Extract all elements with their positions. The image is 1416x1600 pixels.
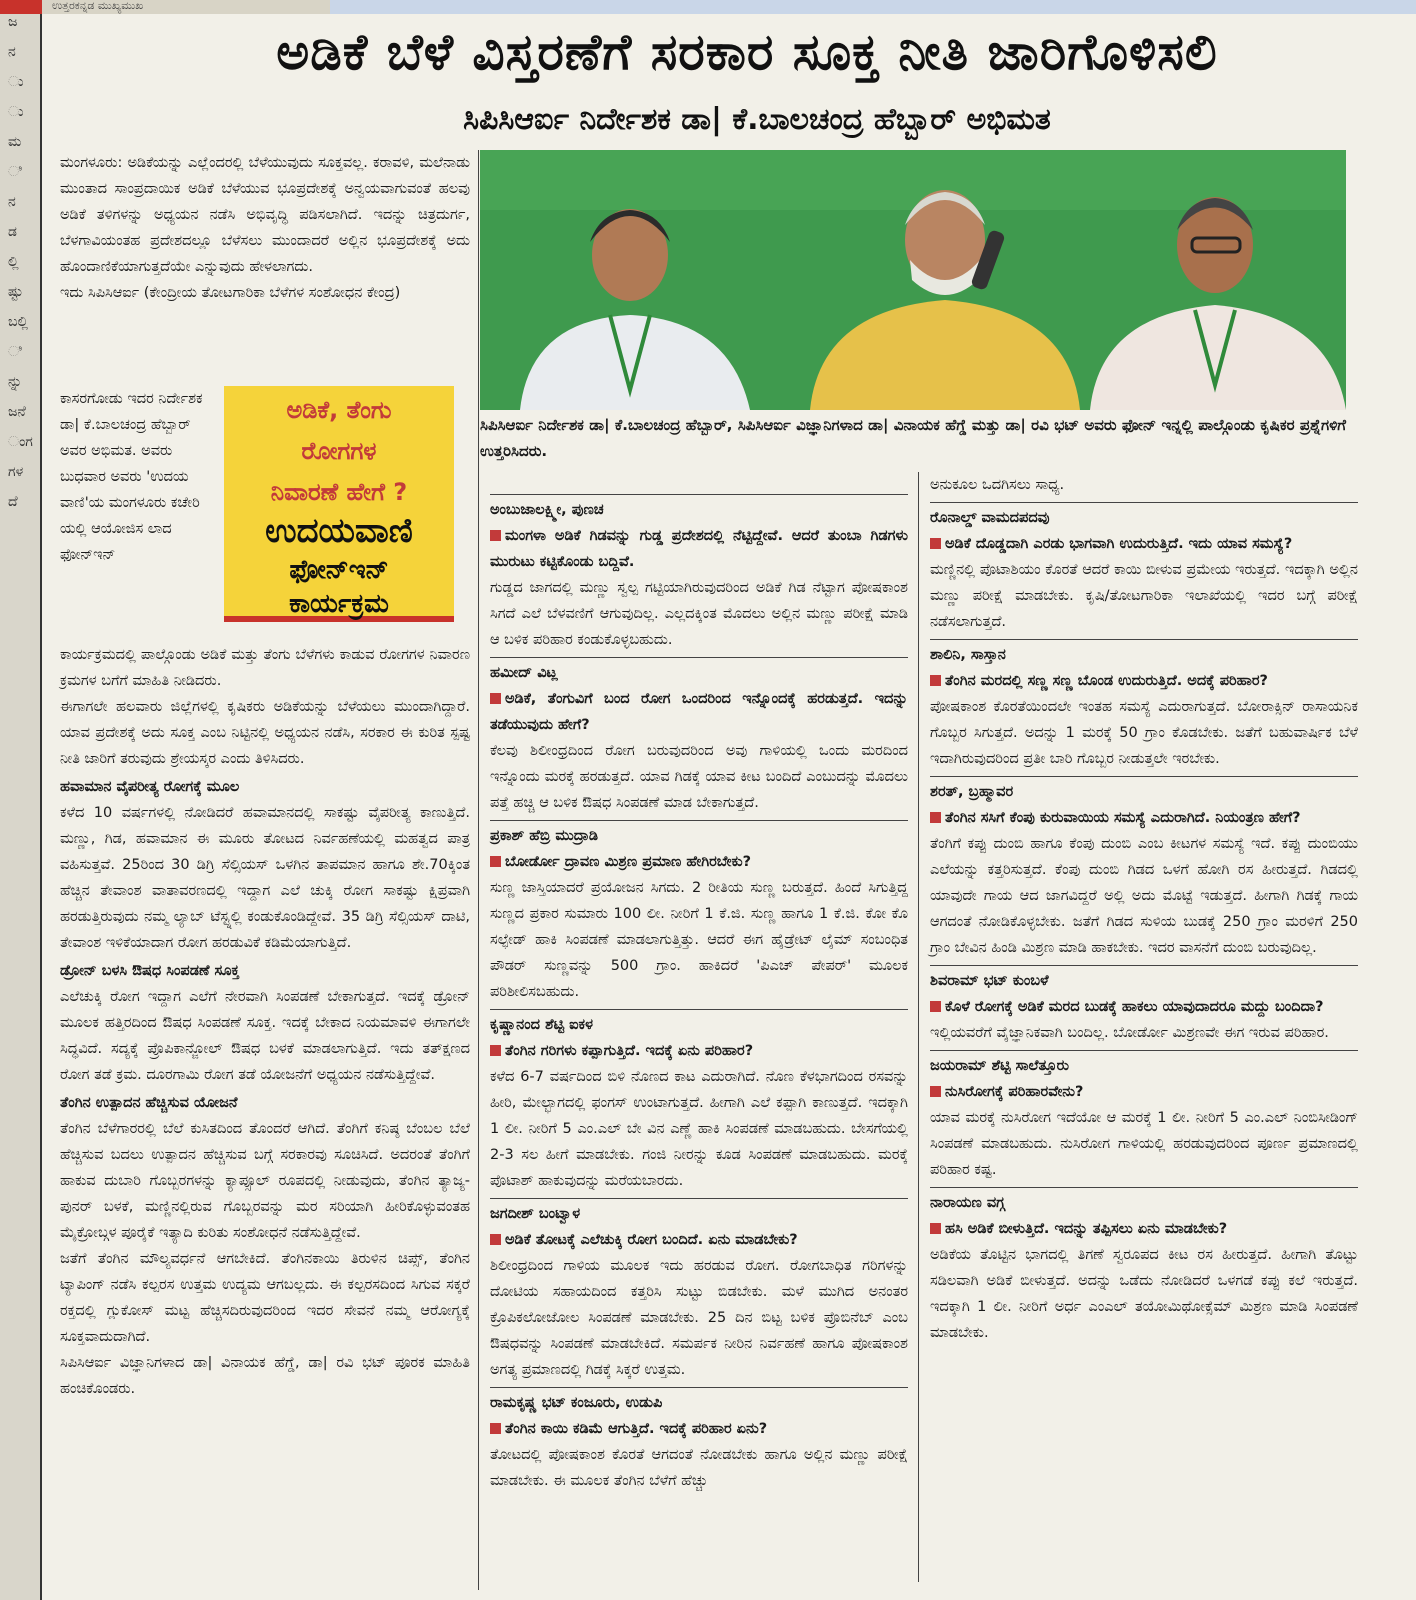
caller-question: ಬೋರ್ಡೋ ದ್ರಾವಣ ಮಿಶ್ರಣ ಪ್ರಮಾಣ ಹೇಗಿರಬೇಕು? [490, 849, 908, 875]
adjacent-column-fragment: ನ್ನು [8, 374, 23, 390]
caller-name: ಜಯರಾಮ್ ಶೆಟ್ಟಿ ಸಾಲೆತ್ತೂರು [930, 1050, 1358, 1079]
intro-paragraph-2: ಇದು ಸಿಪಿಸಿಆರ್ಐ (ಕೇಂದ್ರೀಯ ತೋಟಗಾರಿಕಾ ಬೆಳೆಗಳ ಸಂಶೋಧನ ಕೇಂದ್ರ) [60, 285, 401, 301]
adjacent-column-fragment: ನ [8, 194, 16, 210]
phone-in-promo-box [224, 386, 454, 622]
continuation-text: ಅನುಕೂಲ ಒದಗಿಸಲು ಸಾಧ್ಯ. [930, 477, 1065, 493]
section-heading: ತೆಂಗಿನ ಉತ್ಪಾದನ ಹೆಚ್ಚಿಸುವ ಯೋಜನೆ [60, 1095, 238, 1111]
body-paragraph: ಈಗಾಗಲೇ ಹಲವಾರು ಜಿಲ್ಲೆಗಳಲ್ಲಿ ಕೃಷಿಕರು ಅಡಿಕೆಯನ್ನು ಬೆಳೆಯಲು ಮುಂದಾಗಿದ್ದಾರೆ. ಯಾವ ಪ್ರದೇಶಕ್ಕೆ ಅದು ಸೂಕ್ತ ಎಂಬ ನಿಟ್ಟಿನಲ್ಲಿ ಅಧ್ಯಯನ ನಡೆಸಿ, ಸರಕಾರ ಈ ಕುರಿತ ಸ್ಪಷ್ಟ ನೀತಿ ಜಾರಿಗೆ ತರುವುದು ಶ್ರೇಯಸ್ಕರ ಎಂದು ತಿಳಿಸಿದರು. [60, 699, 470, 767]
promo-phone-in: ಫೋನ್ಇನ್ [289, 555, 389, 585]
body-paragraph: ಎಲೆಚುಕ್ಕಿ ರೋಗ ಇದ್ದಾಗ ಎಲೆಗೆ ನೇರವಾಗಿ ಸಿಂಪಡಣೆ ಬೇಕಾಗುತ್ತದೆ. ಇದಕ್ಕೆ ಡ್ರೋನ್ ಮೂಲಕ ಹತ್ತಿರದಿಂದ ಔಷಧ ಸಿಂಪಡಣೆ ಸೂಕ್ತ. ಇದಕ್ಕೆ ಬೇಕಾದ ನಿಯಮಾವಳಿ ಈಗಾಗಲೇ ಸಿದ್ಧವಿದೆ. ಸದ್ಯಕ್ಕೆ ಪ್ರೊಪಿಕಾನ್ಜೋಲ್ ಔಷಧ ಬಳಕೆ ಮಾಡಲಾಗುತ್ತಿದೆ. ಇದು ತತ್ಕ್ಷಣದ ರೋಗ ತಡೆ ಕ್ರಮ. ದೂರಗಾಮಿ ರೋಗ ತಡೆ ಯೋಜನೆಗೆ ಅಧ್ಯಯನ ನಡೆಸುತ್ತಿದ್ದೇವೆ. [60, 989, 470, 1083]
blue-band [330, 0, 1416, 14]
body-paragraph: ತೆಂಗಿನ ಬೆಳೆಗಾರರಲ್ಲಿ ಬೆಲೆ ಕುಸಿತದಿಂದ ತೊಂದರೆ ಆಗಿದೆ. ತೆಂಗಿಗೆ ಕನಿಷ್ಠ ಬೆಂಬಲ ಬೆಲೆ ಹೆಚ್ಚಿಸುವ ಬದಲು ಉತ್ಪಾದನ ಹೆಚ್ಚಿಸುವ ಬಗ್ಗೆ ಸರಕಾರವು ಸೂಚಿಸಿದೆ. ಅದರಂತೆ ತೆಂಗಿಗೆ ಹಾಕುವ ದುಬಾರಿ ಗೊಬ್ಬರಗಳನ್ನು ಕ್ಯಾಪ್ಸೂಲ್ ರೂಪದಲ್ಲಿ ನೀಡುವುದು, ತೆಂಗಿನ ತ್ಯಾಜ್ಯ-ಪುನರ್ ಬಳಕೆ, ಮಣ್ಣಿನಲ್ಲಿರುವ ಗೊಬ್ಬರವನ್ನು ಮರ ಸರಿಯಾಗಿ ಹೀರಿಕೊಳ್ಳುವಂತಹ ಮೈಕ್ರೋಬ್ಗಳ ಪೂರೈಕೆ ಇತ್ಯಾದಿ ಕುರಿತು ಸಂಶೋಧನೆ ನಡೆಸುತ್ತಿದ್ದೇವೆ. [60, 1121, 470, 1241]
section-label: ಉತ್ತರಕನ್ನಡ ಮುಖ್ಯಮುಖ [52, 0, 144, 12]
caller-question: ನುಸಿರೋಗಕ್ಕೆ ಪರಿಹಾರವೇನು? [930, 1079, 1358, 1105]
caller-question: ಹಸಿ ಅಡಿಕೆ ಬೀಳುತ್ತಿದೆ. ಇದನ್ನು ತಪ್ಪಿಸಲು ಏನು ಮಾಡಬೇಕು? [930, 1216, 1358, 1242]
caller-name: ಶರತ್, ಬ್ರಹ್ಮಾವರ [930, 776, 1358, 805]
expert-answer: ಸುಣ್ಣ ಜಾಸ್ತಿಯಾದರೆ ಪ್ರಯೋಜನ ಸಿಗದು. 2 ರೀತಿಯ ಸುಣ್ಣ ಬರುತ್ತದೆ. ಹಿಂದೆ ಸಿಗುತ್ತಿದ್ದ ಸುಣ್ಣದ ಪ್ರಕಾರ ಸುಮಾರು 100 ಲೀ. ನೀರಿಗೆ 1 ಕೆ.ಜಿ. ಸುಣ್ಣ ಹಾಗೂ 1 ಕೆ.ಜಿ. ಕೋ ಕೊ ಸಲ್ಫೇಡ್ ಹಾಕಿ ಸಿಂಪಡಣೆ ಮಾಡಲಾಗುತ್ತಿತ್ತು. ಆದರೆ ಈಗ ಹೈಡ್ರೇಟ್ ಲೈಮ್ ಸಂಬಂಧಿತ ಪೌಡರ್ ಸುಣ್ಣವನ್ನು 500 ಗ್ರಾಂ. ಹಾಕಿದರೆ 'ಪಿಎಚ್ ಪೇಪರ್' ಮೂಲಕ ಪರಿಶೀಲಿಸಬಹುದು. [490, 880, 908, 1000]
section-heading: ಡ್ರೋನ್ ಬಳಸಿ ಔಷಧ ಸಿಂಪಡಣೆ ಸೂಕ್ತ [60, 963, 240, 979]
caller-name: ಹಮೀದ್ ವಿಟ್ಲ [490, 657, 908, 686]
intro-narrow-text: ಕಾಸರಗೋಡು ಇದರ ನಿರ್ದೇಶಕ ಡಾ| ಕೆ.ಬಾಲಚಂದ್ರ ಹೆಬ್ಬಾರ್ ಅವರ ಅಭಿಮತ. ಅವರು ಬುಧವಾರ ಅವರು 'ಉದಯ ವಾಣಿ'ಯ ಮಂಗಳೂರು ಕಚೇರಿ ಯಲ್ಲಿ ಆಯೋಜಿಸ ಲಾದ ಫೋನ್ಇನ್ [60, 391, 203, 563]
adjacent-column-fragment: ು [8, 104, 24, 120]
caller-question: ತೆಂಗಿನ ಸಸಿಗೆ ಕೆಂಪು ಕುರುವಾಯಿಯ ಸಮಸ್ಯೆ ಎದುರಾಗಿದೆ. ನಿಯಂತ್ರಣ ಹೇಗೆ? [930, 805, 1358, 831]
column-divider [478, 150, 479, 1590]
adjacent-column-fragment: ಗಳ [8, 464, 24, 480]
caller-name: ರೊನಾಲ್ಡ್ ವಾಮದಪದವು [930, 502, 1358, 531]
column-intro-body [60, 642, 470, 1402]
promo-program: ಕಾರ್ಯಕ್ರಮ [289, 589, 389, 619]
adjacent-column-fragment: ಷ್ಟು [8, 284, 23, 300]
caller-question: ಅಡಿಕೆ ದೊಡ್ಡದಾಗಿ ಎರಡು ಭಾಗವಾಗಿ ಉದುರುತ್ತಿದೆ. ಇದು ಯಾವ ಸಮಸ್ಯೆ? [930, 531, 1358, 557]
adjacent-column-fragment: ದೆ [8, 494, 18, 510]
expert-answer: ಕಳೆದ 6-7 ವರ್ಷದಿಂದ ಬಿಳಿ ನೊಣದ ಕಾಟ ಎದುರಾಗಿದೆ. ನೊಣ ಕೆಳಭಾಗದಿಂದ ರಸವನ್ನು ಹೀರಿ, ಮೇಲ್ಭಾಗದಲ್ಲಿ ಫಂಗಸ್ ಉಂಟಾಗುತ್ತದೆ. ಹೀಗಾಗಿ ಎಲೆ ಕಪ್ಪಾಗಿ ಕಾಣುತ್ತದೆ. ಇದಕ್ಕಾಗಿ 1 ಲೀ. ನೀರಿಗೆ 5 ಎಂ.ಎಲ್ ಬೇ ವಿನ ಎಣ್ಣೆ ಹಾಕಿ ಸಿಂಪಡಣೆ ಮಾಡಬಹುದು. ಬೇಸಗೆಯಲ್ಲಿ 2-3 ಸಲ ಹೀಗೆ ಮಾಡಬೇಕು. ಗಂಜಿ ನೀರನ್ನು ಕೂಡ ಸಿಂಪಡಣೆ ಮಾಡಬಹುದು. ಮರಕ್ಕೆ ಪೊಟಾಶ್ ಹಾಕುವುದನ್ನು ಮರೆಯಬಾರದು. [490, 1069, 908, 1189]
intro-paragraph: ಮಂಗಳೂರು: ಅಡಿಕೆಯನ್ನು ಎಲ್ಲೆಂದರಲ್ಲಿ ಬೆಳೆಯುವುದು ಸೂಕ್ತವಲ್ಲ. ಕರಾವಳಿ, ಮಲೆನಾಡು ಮುಂತಾದ ಸಾಂಪ್ರದಾಯಿಕ ಅಡಿಕೆ ಬೆಳೆಯುವ ಭೂಪ್ರದೇಶಕ್ಕೆ ಅನ್ವಯವಾಗುವಂತೆ ಹಲವು ಅಡಿಕೆ ತಳಿಗಳನ್ನು ಅಧ್ಯಯನ ನಡೆಸಿ ಅಭಿವೃದ್ಧಿ ಪಡಿಸಲಾಗಿದೆ. ಇದನ್ನು ಚಿತ್ರದುರ್ಗ, ಬೆಳಗಾವಿಯಂತಹ ಪ್ರದೇಶದಲ್ಲೂ ಬೆಳೆಸಲು ಮುಂದಾದರೆ ಅಲ್ಲಿನ ಭೂಪ್ರದೇಶಕ್ಕೆ ಅದು ಹೊಂದಾಣಿಕೆಯಾಗುತ್ತದೆಯೇ ಎನ್ನುವುದು ಹೇಳಲಾಗದು. [60, 155, 470, 275]
expert-answer: ಕೆಲವು ಶಿಲೀಂಧ್ರದಿಂದ ರೋಗ ಬರುವುದರಿಂದ ಅವು ಗಾಳಿಯಲ್ಲಿ ಒಂದು ಮರದಿಂದ ಇನ್ನೊಂದು ಮರಕ್ಕೆ ಹರಡುತ್ತದೆ. ಯಾವ ಗಿಡಕ್ಕೆ ಯಾವ ಕೀಟ ಬಂದಿದೆ ಎಂಬುದನ್ನು ಮೊದಲು ಪತ್ತೆ ಹಚ್ಚಿ ಆ ಬಳಿಕ ಔಷಧ ಸಿಂಪಡಣೆ ಮಾಡ ಬೇಕಾಗುತ್ತದೆ. [490, 743, 908, 811]
body-paragraph: ಜತೆಗೆ ತೆಂಗಿನ ಮೌಲ್ಯವರ್ಧನೆ ಆಗಬೇಕಿದೆ. ತೆಂಗಿನಕಾಯಿ ತಿರುಳಿನ ಚಿಪ್ಸ್, ತೆಂಗಿನ ಟ್ಯಾಪಿಂಗ್ ನಡೆಸಿ ಕಲ್ಪರಸ ಉತ್ತಮ ಉದ್ಯಮ ಆಗಬಲ್ಲದು. ಈ ಕಲ್ಪರಸದಿಂದ ಸಿಗುವ ಸಕ್ಕರೆ ರಕ್ತದಲ್ಲಿ ಗ್ಲುಕೋಸ್ ಮಟ್ಟ ಹೆಚ್ಚಿಸದಿರುವುದರಿಂದ ಇದರ ಸೇವನೆ ನಮ್ಮ ಆರೋಗ್ಯಕ್ಕೆ ಸೂಕ್ತವಾದುದಾಗಿದೆ. [60, 1251, 470, 1345]
column-qa-middle [490, 490, 908, 1494]
adjacent-column-edge [0, 14, 42, 1600]
adjacent-column-fragment: ಿ [8, 344, 22, 360]
subheadline: ಸಿಪಿಸಿಆರ್ಐ ನಿರ್ದೇಶಕ ಡಾ| ಕೆ.ಬಾಲಚಂದ್ರ ಹೆಬ್ಬಾರ್ ಅಭಿಮತ [463, 102, 1051, 137]
body-paragraph: ಕಳೆದ 10 ವರ್ಷಗಳಲ್ಲಿ ನೋಡಿದರೆ ಹವಾಮಾನದಲ್ಲಿ ಸಾಕಷ್ಟು ವೈಪರೀತ್ಯ ಕಾಣುತ್ತಿದೆ. ಮಣ್ಣು, ಗಿಡ, ಹವಾಮಾನ ಈ ಮೂರು ತೋಟದ ನಿರ್ವಹಣೆಯಲ್ಲಿ ಮಹತ್ವದ ಪಾತ್ರ ವಹಿಸುತ್ತವೆ. 25ರಿಂದ 30 ಡಿಗ್ರಿ ಸೆಲ್ಸಿಯಸ್ ಒಳಗಿನ ತಾಪಮಾನ ಹಾಗೂ ಶೇ.70ಕ್ಕಿಂತ ಹೆಚ್ಚಿನ ತೇವಾಂಶ ವಾತಾವರಣದಲ್ಲಿ ಇದ್ದಾಗ ಎಲೆ ಚುಕ್ಕಿ ರೋಗ ಸಾಕಷ್ಟು ಕ್ಷಿಪ್ರವಾಗಿ ಹರಡುತ್ತಿರುವುದು ನಮ್ಮ ಲ್ಯಾಬ್ ಟೆಸ್ಟ್ನಲ್ಲಿ ಕಂಡುಕೊಂಡಿದ್ದೇವೆ. 35 ಡಿಗ್ರಿ ಸೆಲ್ಸಿಯಸ್ ದಾಟಿ, ತೇವಾಂಶ ಇಳಿಕೆಯಾದಾಗ ರೋಗ ಹರಡುವಿಕೆ ಕಡಿಮೆಯಾಗುತ್ತಿದೆ. [60, 805, 470, 951]
red-tab [0, 0, 42, 14]
caller-question: ಅಡಿಕೆ, ತೆಂಗುವಿಗೆ ಬಂದ ರೋಗ ಒಂದರಿಂದ ಇನ್ನೊಂದಕ್ಕೆ ಹರಡುತ್ತದೆ. ಇದನ್ನು ತಡೆಯುವುದು ಹೇಗೆ? [490, 686, 908, 738]
adjacent-column-fragment: ನ [8, 44, 16, 60]
photo-caption: ಸಿಪಿಸಿಆರ್ಐ ನಿರ್ದೇಶಕ ಡಾ| ಕೆ.ಬಾಲಚಂದ್ರ ಹೆಬ್ಬಾರ್, ಸಿಪಿಸಿಆರ್ಐ ವಿಜ್ಞಾನಿಗಳಾದ ಡಾ| ವಿನಾಯಕ ಹೆಗ್ಡೆ ಮತ್ತು ಡಾ| ರವಿ ಭಟ್ ಅವರು ಫೋನ್ ಇನ್ನಲ್ಲಿ ಪಾಲ್ಗೊಂಡು ಕೃಷಿಕರ ಪ್ರಶ್ನೆಗಳಿಗೆ ಉತ್ತರಿಸಿದರು. [480, 416, 1346, 460]
caller-name: ನಾರಾಯಣ ವಗ್ಗ [930, 1187, 1358, 1216]
expert-answer: ಪೋಷಕಾಂಶ ಕೊರತೆಯಿಂದಲೇ ಇಂತಹ ಸಮಸ್ಯೆ ಎದುರಾಗುತ್ತದೆ. ಬೋರಾಕ್ಸಿನ್ ರಾಸಾಯನಿಕ ಗೊಬ್ಬರ ಸಿಗುತ್ತದೆ. ಅದನ್ನು 1 ಮರಕ್ಕೆ 50 ಗ್ರಾಂ ಕೊಡಬೇಕು. ಜತೆಗೆ ಬಹುವಾರ್ಷಿಕ ಬೆಳೆ ಇದಾಗಿರುವುದರಿಂದ ಪ್ರತೀ ಬಾರಿ ಗೊಬ್ಬರ ನೀಡುತ್ತಲೇ ಇರಬೇಕು. [930, 699, 1358, 767]
section-heading: ಹವಾಮಾನ ವೈಪರೀತ್ಯ ರೋಗಕ್ಕೆ ಮೂಲ [60, 779, 240, 795]
promo-brand: ಉದಯವಾಣಿ [265, 511, 413, 551]
adjacent-column-fragment: ಜನೆ [8, 404, 26, 420]
column-qa-right [930, 472, 1358, 1346]
caller-name: ಕೃಷ್ಣಾನಂದ ಶೆಟ್ಟಿ ಐಕಳ [490, 1009, 908, 1038]
caller-name: ಜಗದೀಶ್ ಬಂಟ್ವಾಳ [490, 1198, 908, 1227]
expert-answer: ತೋಟದಲ್ಲಿ ಪೋಷಕಾಂಶ ಕೊರತೆ ಆಗದಂತೆ ನೋಡಬೇಕು ಹಾಗೂ ಅಲ್ಲಿನ ಮಣ್ಣು ಪರೀಕ್ಷೆ ಮಾಡಬೇಕು. ಈ ಮೂಲಕ ತೆಂಗಿನ ಬೆಳೆಗೆ ಹೆಚ್ಚು [490, 1447, 908, 1489]
scientists-photo [480, 150, 1346, 410]
promo-line-3: ನಿವಾರಣೆ ಹೇಗೆ ? [270, 478, 408, 506]
adjacent-column-fragment: ಬಲ್ಲಿ [8, 314, 29, 330]
promo-line-2: ರೋಗಗಳ [301, 437, 377, 465]
adjacent-column-fragment: ಿ [8, 164, 22, 180]
caller-name: ಶಿವರಾಮ್ ಭಟ್ ಕುಂಬಳೆ [930, 965, 1358, 994]
expert-answer: ಇಲ್ಲಿಯವರೆಗೆ ವೈಜ್ಞಾನಿಕವಾಗಿ ಬಂದಿಲ್ಲ. ಬೋರ್ಡೋ ಮಿಶ್ರಣವೇ ಈಗ ಇರುವ ಪರಿಹಾರ. [930, 1025, 1329, 1041]
caller-question: ಮಂಗಳಾ ಅಡಿಕೆ ಗಿಡವನ್ನು ಗುಡ್ಡ ಪ್ರದೇಶದಲ್ಲಿ ನೆಟ್ಟಿದ್ದೇವೆ. ಆದರೆ ತುಂಬಾ ಗಿಡಗಳು ಮುರುಟು ಕಟ್ಟಿಕೊಂಡು ಬದ್ದಿವೆ. [490, 523, 908, 575]
column-intro [60, 150, 470, 306]
caller-name: ಅಂಬುಜಾಲಕ್ಷ್ಮೀ, ಪುಣಚ [490, 494, 908, 523]
caller-question: ಕೊಳೆ ರೋಗಕ್ಕೆ ಅಡಿಕೆ ಮರದ ಬುಡಕ್ಕೆ ಹಾಕಲು ಯಾವುದಾದರೂ ಮದ್ದು ಬಂದಿದಾ? [930, 994, 1358, 1020]
expert-answer: ಯಾವ ಮರಕ್ಕೆ ನುಸಿರೋಗ ಇದೆಯೋ ಆ ಮರಕ್ಕೆ 1 ಲೀ. ನೀರಿಗೆ 5 ಎಂ.ಎಲ್ ನಿಂಬಿಸೀಡಿಂಗ್ ಸಿಂಪಡಣೆ ಮಾಡಬಹುದು. ನುಸಿರೋಗ ಗಾಳಿಯಲ್ಲಿ ಹರಡುವುದರಿಂದ ಪೂರ್ಣ ಪ್ರಮಾಣದಲ್ಲಿ ಪರಿಹಾರ ಕಷ್ಟ. [930, 1110, 1358, 1178]
adjacent-column-fragment: ಜ [8, 14, 18, 30]
photo-illustration [480, 150, 1346, 410]
adjacent-column-fragment: ು [8, 74, 24, 90]
caller-question: ತೆಂಗಿನ ಕಾಯಿ ಕಡಿಮೆ ಆಗುತ್ತಿದೆ. ಇದಕ್ಕೆ ಪರಿಹಾರ ಏನು? [490, 1416, 908, 1442]
caller-question: ತೆಂಗಿನ ಮರದಲ್ಲಿ ಸಣ್ಣ ಸಣ್ಣ ಬೊಂಡ ಉದುರುತ್ತಿದೆ. ಅದಕ್ಕೆ ಪರಿಹಾರ? [930, 668, 1358, 694]
article [42, 14, 1416, 1600]
adjacent-column-fragment: ಮ [8, 134, 22, 150]
caller-question: ಅಡಿಕೆ ತೋಟಕ್ಕೆ ಎಲೆಚುಕ್ಕಿ ರೋಗ ಬಂದಿದೆ. ಏನು ಮಾಡಬೇಕು? [490, 1227, 908, 1253]
column-divider [918, 472, 919, 1582]
expert-answer: ತೆಂಗಿಗೆ ಕಪ್ಪು ದುಂಬಿ ಹಾಗೂ ಕೆಂಪು ದುಂಬಿ ಎಂಬ ಕೀಟಗಳ ಸಮಸ್ಯೆ ಇದೆ. ಕಪ್ಪು ದುಂಬಿಯು ಎಲೆಯನ್ನು ಕತ್ತರಿಸುತ್ತದೆ. ಕೆಂಪು ದುಂಬಿ ಗಿಡದ ಒಳಗೆ ಹೋಗಿ ರಸ ಹೀರುತ್ತದೆ. ಗಿಡದಲ್ಲಿ ಯಾವುದೇ ಗಾಯ ಆದ ಜಾಗವಿದ್ದರೆ ಅಲ್ಲಿ ಅದು ಮೊಟ್ಟೆ ಇಡುತ್ತದೆ. ಹೀಗಾಗಿ ಗಿಡಕ್ಕೆ ಗಾಯ ಆಗದಂತೆ ನೋಡಿಕೊಳ್ಳಬೇಕು. ಜತೆಗೆ ಗಿಡದ ಸುಳಿಯ ಬುಡಕ್ಕೆ 250 ಗ್ರಾಂ ಮರಳಿಗೆ 250 ಗ್ರಾಂ ಬೇವಿನ ಹಿಂಡಿ ಮಿಶ್ರಣ ಮಾಡಿ ಹಾಕಬೇಕು. ಇದರ ವಾಸನೆಗೆ ದುಂಬಿ ಬರುವುದಿಲ್ಲ. [930, 836, 1358, 956]
caller-name: ಪ್ರಕಾಶ್ ಹೆಬ್ರಿ ಮುದ್ರಾಡಿ [490, 820, 908, 849]
caller-name: ರಾಮಕೃಷ್ಣ ಭಟ್ ಕಂಜೂರು, ಉಡುಪಿ [490, 1387, 908, 1416]
column-intro-narrow [60, 386, 210, 568]
adjacent-column-fragment: ಡ [8, 224, 17, 240]
top-strip [0, 0, 1416, 14]
expert-answer: ಗುಡ್ಡದ ಜಾಗದಲ್ಲಿ ಮಣ್ಣು ಸ್ವಲ್ಪ ಗಟ್ಟಿಯಾಗಿರುವುದರಿಂದ ಅಡಿಕೆ ಗಿಡ ನೆಟ್ಟಾಗ ಪೋಷಕಾಂಶ ಸಿಗದೆ ಎಲೆ ಬೆಳವಣಿಗೆ ಆಗುವುದಿಲ್ಲ. ಎಲ್ಲದಕ್ಕಿಂತ ಮೊದಲು ಅಲ್ಲಿನ ಮಣ್ಣು ಪರೀಕ್ಷೆ ಮಾಡಿ ಆ ಬಳಿಕ ಪರಿಹಾರ ಕಂಡುಕೊಳ್ಳಬಹುದು. [490, 580, 908, 648]
caller-name: ಶಾಲಿನಿ, ಸಾಸ್ತಾನ [930, 639, 1358, 668]
adjacent-column-fragment: ಂಗ [8, 434, 33, 450]
adjacent-column-fragment: ಲ್ಲಿ [8, 254, 19, 270]
body-paragraph: ಸಿಪಿಸಿಆರ್ಐ ವಿಜ್ಞಾನಿಗಳಾದ ಡಾ| ವಿನಾಯಕ ಹೆಗ್ಡೆ, ಡಾ| ರವಿ ಭಟ್ ಪೂರಕ ಮಾಹಿತಿ ಹಂಚಿಕೊಂಡರು. [60, 1355, 470, 1397]
intro-wide-text: ಕಾರ್ಯಕ್ರಮದಲ್ಲಿ ಪಾಲ್ಗೊಂಡು ಅಡಿಕೆ ಮತ್ತು ತೆಂಗು ಬೆಳೆಗಳು ಕಾಡುವ ರೋಗಗಳ ನಿವಾರಣ ಕ್ರಮಗಳ ಬಗೆಗೆ ಮಾಹಿತಿ ನೀಡಿದರು. [60, 647, 470, 689]
caller-question: ತೆಂಗಿನ ಗರಿಗಳು ಕಪ್ಪಾಗುತ್ತಿದೆ. ಇದಕ್ಕೆ ಏನು ಪರಿಹಾರ? [490, 1038, 908, 1064]
expert-answer: ಮಣ್ಣಿನಲ್ಲಿ ಪೊಟಾಶಿಯಂ ಕೊರತೆ ಆದರೆ ಕಾಯಿ ಬೀಳುವ ಪ್ರಮೇಯ ಇರುತ್ತದೆ. ಇದಕ್ಕಾಗಿ ಅಲ್ಲಿನ ಮಣ್ಣು ಪರೀಕ್ಷೆ ಮಾಡಬೇಕು. ಕೃಷಿ/ತೋಟಗಾರಿಕಾ ಇಲಾಖೆಯಲ್ಲಿ ಇದರ ಬಗ್ಗೆ ಪರೀಕ್ಷೆ ನಡೆಸಲಾಗುತ್ತದೆ. [930, 562, 1358, 630]
promo-line-1: ಅಡಿಕೆ, ತೆಂಗು [286, 396, 392, 424]
expert-answer: ಶಿಲೀಂಧ್ರದಿಂದ ಗಾಳಿಯ ಮೂಲಕ ಇದು ಹರಡುವ ರೋಗ. ರೋಗಬಾಧಿತ ಗರಿಗಳನ್ನು ದೋಟಿಯ ಸಹಾಯದಿಂದ ಕತ್ತರಿಸಿ ಸುಟ್ಟು ಬಿಡಬೇಕು. ಮಳೆ ಮುಗಿದ ಅನಂತರ ಕ್ರೊಪಿಕಲೋಜೋಲ ಸಿಂಪಡಣೆ ಮಾಡಬೇಕು. 25 ದಿನ ಬಿಟ್ಟ ಬಳಿಕ ಪ್ರೊಬಿನೆಬ್ ಎಂಬ ಔಷಧವನ್ನು ಸಿಂಪಡಣೆ ಮಾಡಬೇಕಿದೆ. ಸಮರ್ಪಕ ನೀರಿನ ನಿರ್ವಹಣೆ ಹಾಗೂ ಪೋಷಕಾಂಶ ಅಗತ್ಯ ಪ್ರಮಾಣದಲ್ಲಿ ಗಿಡಕ್ಕೆ ಸಿಕ್ಕರೆ ಉತ್ತಮ. [490, 1258, 908, 1378]
headline: ಅಡಿಕೆ ಬೆಳೆ ವಿಸ್ತರಣೆಗೆ ಸರಕಾರ ಸೂಕ್ತ ನೀತಿ ಜಾರಿಗೊಳಿಸಲಿ [276, 23, 1218, 81]
expert-answer: ಅಡಿಕೆಯ ತೊಟ್ಟಿನ ಭಾಗದಲ್ಲಿ ತಿಗಣೆ ಸ್ವರೂಪದ ಕೀಟ ರಸ ಹೀರುತ್ತದೆ. ಹೀಗಾಗಿ ತೊಟ್ಟು ಸಡಿಲವಾಗಿ ಅಡಿಕೆ ಬೀಳುತ್ತದೆ. ಅದನ್ನು ಒಡೆದು ನೋಡಿದರೆ ಒಳಗಡೆ ಕಪ್ಪು ಕಲೆ ಇರುತ್ತದೆ. ಇದಕ್ಕಾಗಿ 1 ಲೀ. ನೀರಿಗೆ ಅರ್ಧ ಎಂಎಲ್ ತಯೋಮಿಥೋಕ್ಸೆಮ್ ಮಿಶ್ರಣ ಮಾಡಿ ಸಿಂಪಡಣೆ ಮಾಡಬೇಕು. [930, 1247, 1358, 1341]
